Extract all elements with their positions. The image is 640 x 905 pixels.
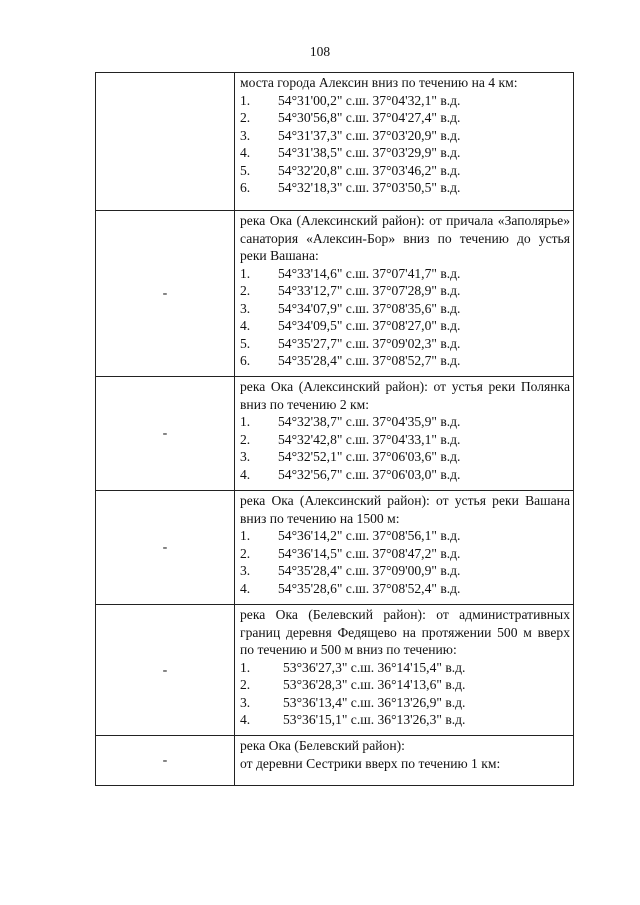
coord-number: 2. xyxy=(240,431,251,447)
coord-line xyxy=(240,659,570,677)
table-row xyxy=(96,211,574,377)
coord-line xyxy=(240,413,570,431)
coord-value: 54°35'28,4" с.ш. 37°08'52,7" в.д. xyxy=(278,353,461,368)
coord-value: 54°32'18,3" с.ш. 37°03'50,5" в.д. xyxy=(278,180,461,195)
coord-number: 1. xyxy=(240,414,251,429)
coord-value: 54°31'37,3" с.ш. 37°03'20,9" в.д. xyxy=(278,127,461,143)
table-cell-index xyxy=(96,377,235,491)
table-cell-index xyxy=(96,491,235,605)
coord-value: 54°36'14,5" с.ш. 37°08'47,2" в.д. xyxy=(278,545,461,561)
coord-number: 2. xyxy=(240,545,251,561)
coord-number: 4. xyxy=(240,145,251,160)
coord-number: 3. xyxy=(240,449,251,464)
coord-line xyxy=(240,162,570,180)
coord-line xyxy=(240,127,570,145)
coord-value: 54°35'28,6" с.ш. 37°08'52,4" в.д. xyxy=(278,580,461,596)
coord-value: 54°35'28,4" с.ш. 37°09'00,9" в.д. xyxy=(278,563,461,578)
coord-value: 54°31'00,2" с.ш. 37°04'32,1" в.д. xyxy=(278,92,461,108)
coordinates-table xyxy=(95,72,574,786)
row-dash: - xyxy=(162,662,168,678)
table-cell-description xyxy=(235,736,574,786)
table-row xyxy=(96,605,574,736)
coord-line xyxy=(240,335,570,353)
coord-value: 53°36'28,3" с.ш. 36°14'13,6" в.д. xyxy=(283,677,466,692)
coord-line xyxy=(240,144,570,162)
coord-number: 1. xyxy=(240,659,251,675)
coord-value: 54°30'56,8" с.ш. 37°04'27,4" в.д. xyxy=(278,110,461,125)
table-row xyxy=(96,377,574,491)
coord-number: 5. xyxy=(240,335,251,351)
coord-number: 4. xyxy=(240,466,251,482)
table-cell-description xyxy=(235,211,574,377)
coord-number: 1. xyxy=(240,528,251,543)
coord-number: 6. xyxy=(240,180,251,195)
coord-number: 4. xyxy=(240,712,251,727)
table-cell-index xyxy=(96,605,235,736)
page-number: 108 xyxy=(309,44,331,59)
row-intro: река Ока (Белевский район): от административных границ деревня Федящево на протяжении 500 м вверх по течению и 500 м вниз по течению: xyxy=(240,607,570,657)
coord-value: 54°36'14,2" с.ш. 37°08'56,1" в.д. xyxy=(278,528,461,543)
coord-value: 54°35'27,7" с.ш. 37°09'02,3" в.д. xyxy=(278,335,461,351)
table-cell-description xyxy=(235,491,574,605)
coord-line xyxy=(240,562,570,580)
coord-value: 54°34'09,5" с.ш. 37°08'27,0" в.д. xyxy=(278,318,461,333)
coord-line xyxy=(240,352,570,370)
table-cell-description xyxy=(235,377,574,491)
coord-number: 3. xyxy=(240,127,251,143)
table-row xyxy=(96,491,574,605)
table-row xyxy=(96,73,574,211)
coord-number: 3. xyxy=(240,300,251,316)
row-dash: - xyxy=(162,426,168,441)
coord-line xyxy=(240,109,570,127)
coord-number: 2. xyxy=(240,283,251,298)
table-cell-description xyxy=(235,73,574,211)
row-intro-line: река Ока (Белевский район): xyxy=(240,738,405,753)
coord-number: 6. xyxy=(240,353,251,368)
coord-line xyxy=(240,466,570,484)
coord-line xyxy=(240,545,570,563)
coord-value: 54°32'38,7" с.ш. 37°04'35,9" в.д. xyxy=(278,414,461,429)
coord-value: 53°36'13,4" с.ш. 36°13'26,9" в.д. xyxy=(283,694,466,710)
coord-value: 53°36'27,3" с.ш. 36°14'15,4" в.д. xyxy=(283,659,466,675)
coord-number: 3. xyxy=(240,694,251,710)
coord-line xyxy=(240,317,570,335)
coord-value: 54°32'56,7" с.ш. 37°06'03,0" в.д. xyxy=(278,466,461,482)
coord-line xyxy=(240,711,570,729)
row-intro: река Ока (Алексинский район): от устья реки Полянка вниз по течению 2 км: xyxy=(240,379,570,412)
coord-line xyxy=(240,676,570,694)
coord-number: 5. xyxy=(240,162,251,178)
coord-line xyxy=(240,300,570,318)
row-dash: - xyxy=(162,540,168,555)
coord-line xyxy=(240,431,570,449)
coord-number: 1. xyxy=(240,92,251,108)
coord-number: 4. xyxy=(240,318,251,333)
coord-value: 54°33'12,7" с.ш. 37°07'28,9" в.д. xyxy=(278,283,461,298)
table-row xyxy=(96,736,574,786)
coord-line xyxy=(240,92,570,110)
coord-value: 54°33'14,6" с.ш. 37°07'41,7" в.д. xyxy=(278,265,461,281)
coord-value: 54°32'20,8" с.ш. 37°03'46,2" в.д. xyxy=(278,162,461,178)
coord-value: 54°31'38,5" с.ш. 37°03'29,9" в.д. xyxy=(278,145,461,160)
row-dash: - xyxy=(162,286,168,301)
coord-number: 1. xyxy=(240,265,251,281)
coord-line xyxy=(240,527,570,545)
coord-line xyxy=(240,580,570,598)
coord-number: 2. xyxy=(240,110,251,125)
row-intro-line: от деревни Сестрики вверх по течению 1 км: xyxy=(240,755,501,771)
coord-value: 54°32'42,8" с.ш. 37°04'33,1" в.д. xyxy=(278,431,461,447)
row-intro: река Ока (Алексинский район): от причала «Заполярье» санатория «Алексин-Бор» вниз по течению до устья реки Вашана: xyxy=(240,213,570,263)
coord-line xyxy=(240,179,570,197)
coord-value: 54°34'07,9" с.ш. 37°08'35,6" в.д. xyxy=(278,300,461,316)
coord-line xyxy=(240,448,570,466)
row-intro: река Ока (Алексинский район): от устья реки Вашана вниз по течению на 1500 м: xyxy=(240,493,570,526)
coord-line xyxy=(240,265,570,283)
coord-number: 4. xyxy=(240,580,251,596)
coord-line xyxy=(240,282,570,300)
row-dash: - xyxy=(162,753,168,768)
coord-value: 54°32'52,1" с.ш. 37°06'03,6" в.д. xyxy=(278,449,461,464)
table-cell-description xyxy=(235,605,574,736)
table-cell-index xyxy=(96,736,235,786)
coord-number: 3. xyxy=(240,563,251,578)
row-intro: моста города Алексин вниз по течению на 4 км: xyxy=(240,75,518,90)
table-cell-index xyxy=(96,211,235,377)
coord-line xyxy=(240,694,570,712)
coord-number: 2. xyxy=(240,677,251,692)
table-cell-index xyxy=(96,73,235,211)
coord-value: 53°36'15,1" с.ш. 36°13'26,3" в.д. xyxy=(283,712,466,727)
